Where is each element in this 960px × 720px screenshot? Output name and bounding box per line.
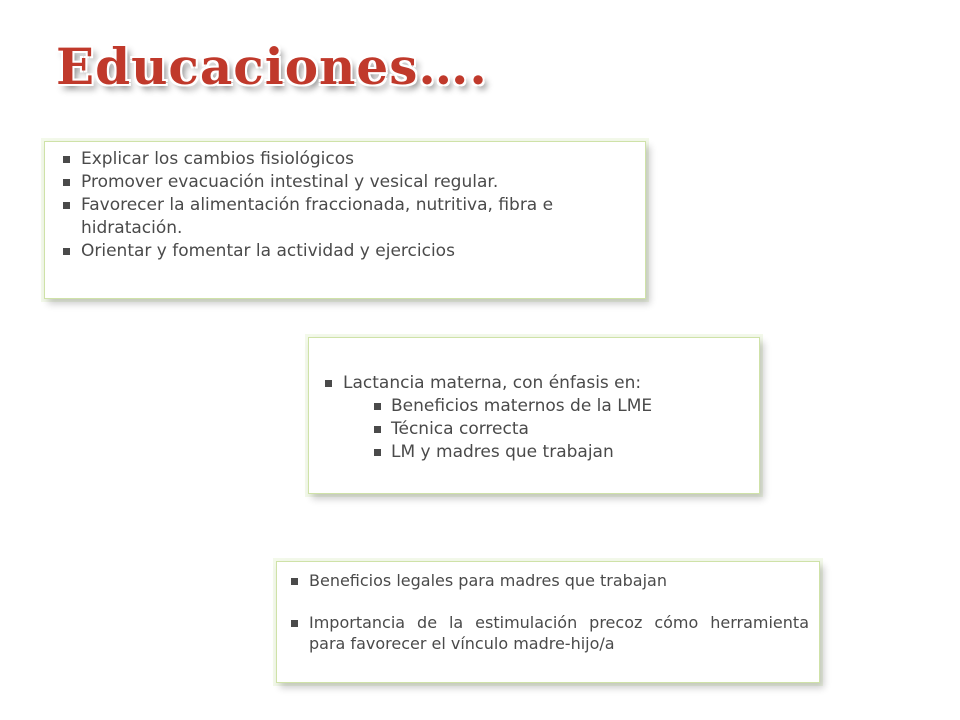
square-bullet-icon <box>291 620 298 627</box>
square-bullet-icon <box>63 179 70 186</box>
square-bullet-icon <box>63 202 70 209</box>
sub-list-item-text: Beneficios maternos de la LME <box>391 395 653 416</box>
list-item <box>57 148 631 171</box>
square-bullet-icon <box>291 578 298 585</box>
breastfeeding-list <box>319 372 745 464</box>
square-bullet-icon <box>374 449 381 456</box>
sub-list-item <box>319 418 745 441</box>
physiology-list <box>57 148 631 263</box>
legal-benefits-list <box>285 570 809 655</box>
list-item-text: Lactancia materna, con énfasis en: <box>343 373 642 393</box>
square-bullet-icon <box>63 156 70 163</box>
list-item-text: Orientar y fomentar la actividad y ejercicios <box>81 240 455 261</box>
breastfeeding-education-box <box>308 337 760 494</box>
sub-list-item-text: LM y madres que trabajan <box>391 441 614 462</box>
sub-list-item <box>319 395 745 418</box>
sub-list-item <box>319 441 745 464</box>
list-item-text: Favorecer la alimentación fraccionada, nutritiva, fibra e hidratación. <box>81 194 554 238</box>
legal-benefits-box <box>276 561 820 683</box>
list-item <box>319 372 745 395</box>
list-item <box>285 612 809 655</box>
list-item-text: Promover evacuación intestinal y vesical regular. <box>81 171 499 192</box>
list-item <box>57 240 631 263</box>
list-item-text: Importancia de la estimulación precoz cómo herramienta para favorecer el vínculo madre-hijo/a <box>309 612 809 654</box>
list-item <box>57 194 631 240</box>
square-bullet-icon <box>325 380 332 387</box>
list-item <box>57 171 631 194</box>
square-bullet-icon <box>374 426 381 433</box>
list-item-text: Explicar los cambios fisiológicos <box>81 149 355 169</box>
list-item <box>285 570 809 592</box>
physiology-education-box <box>44 141 646 299</box>
slide-title: Educaciones…. <box>56 37 488 96</box>
sub-list-item-text: Técnica correcta <box>391 418 529 439</box>
square-bullet-icon <box>63 248 70 255</box>
list-item-text: Beneficios legales para madres que trabajan <box>309 571 667 590</box>
square-bullet-icon <box>374 403 381 410</box>
